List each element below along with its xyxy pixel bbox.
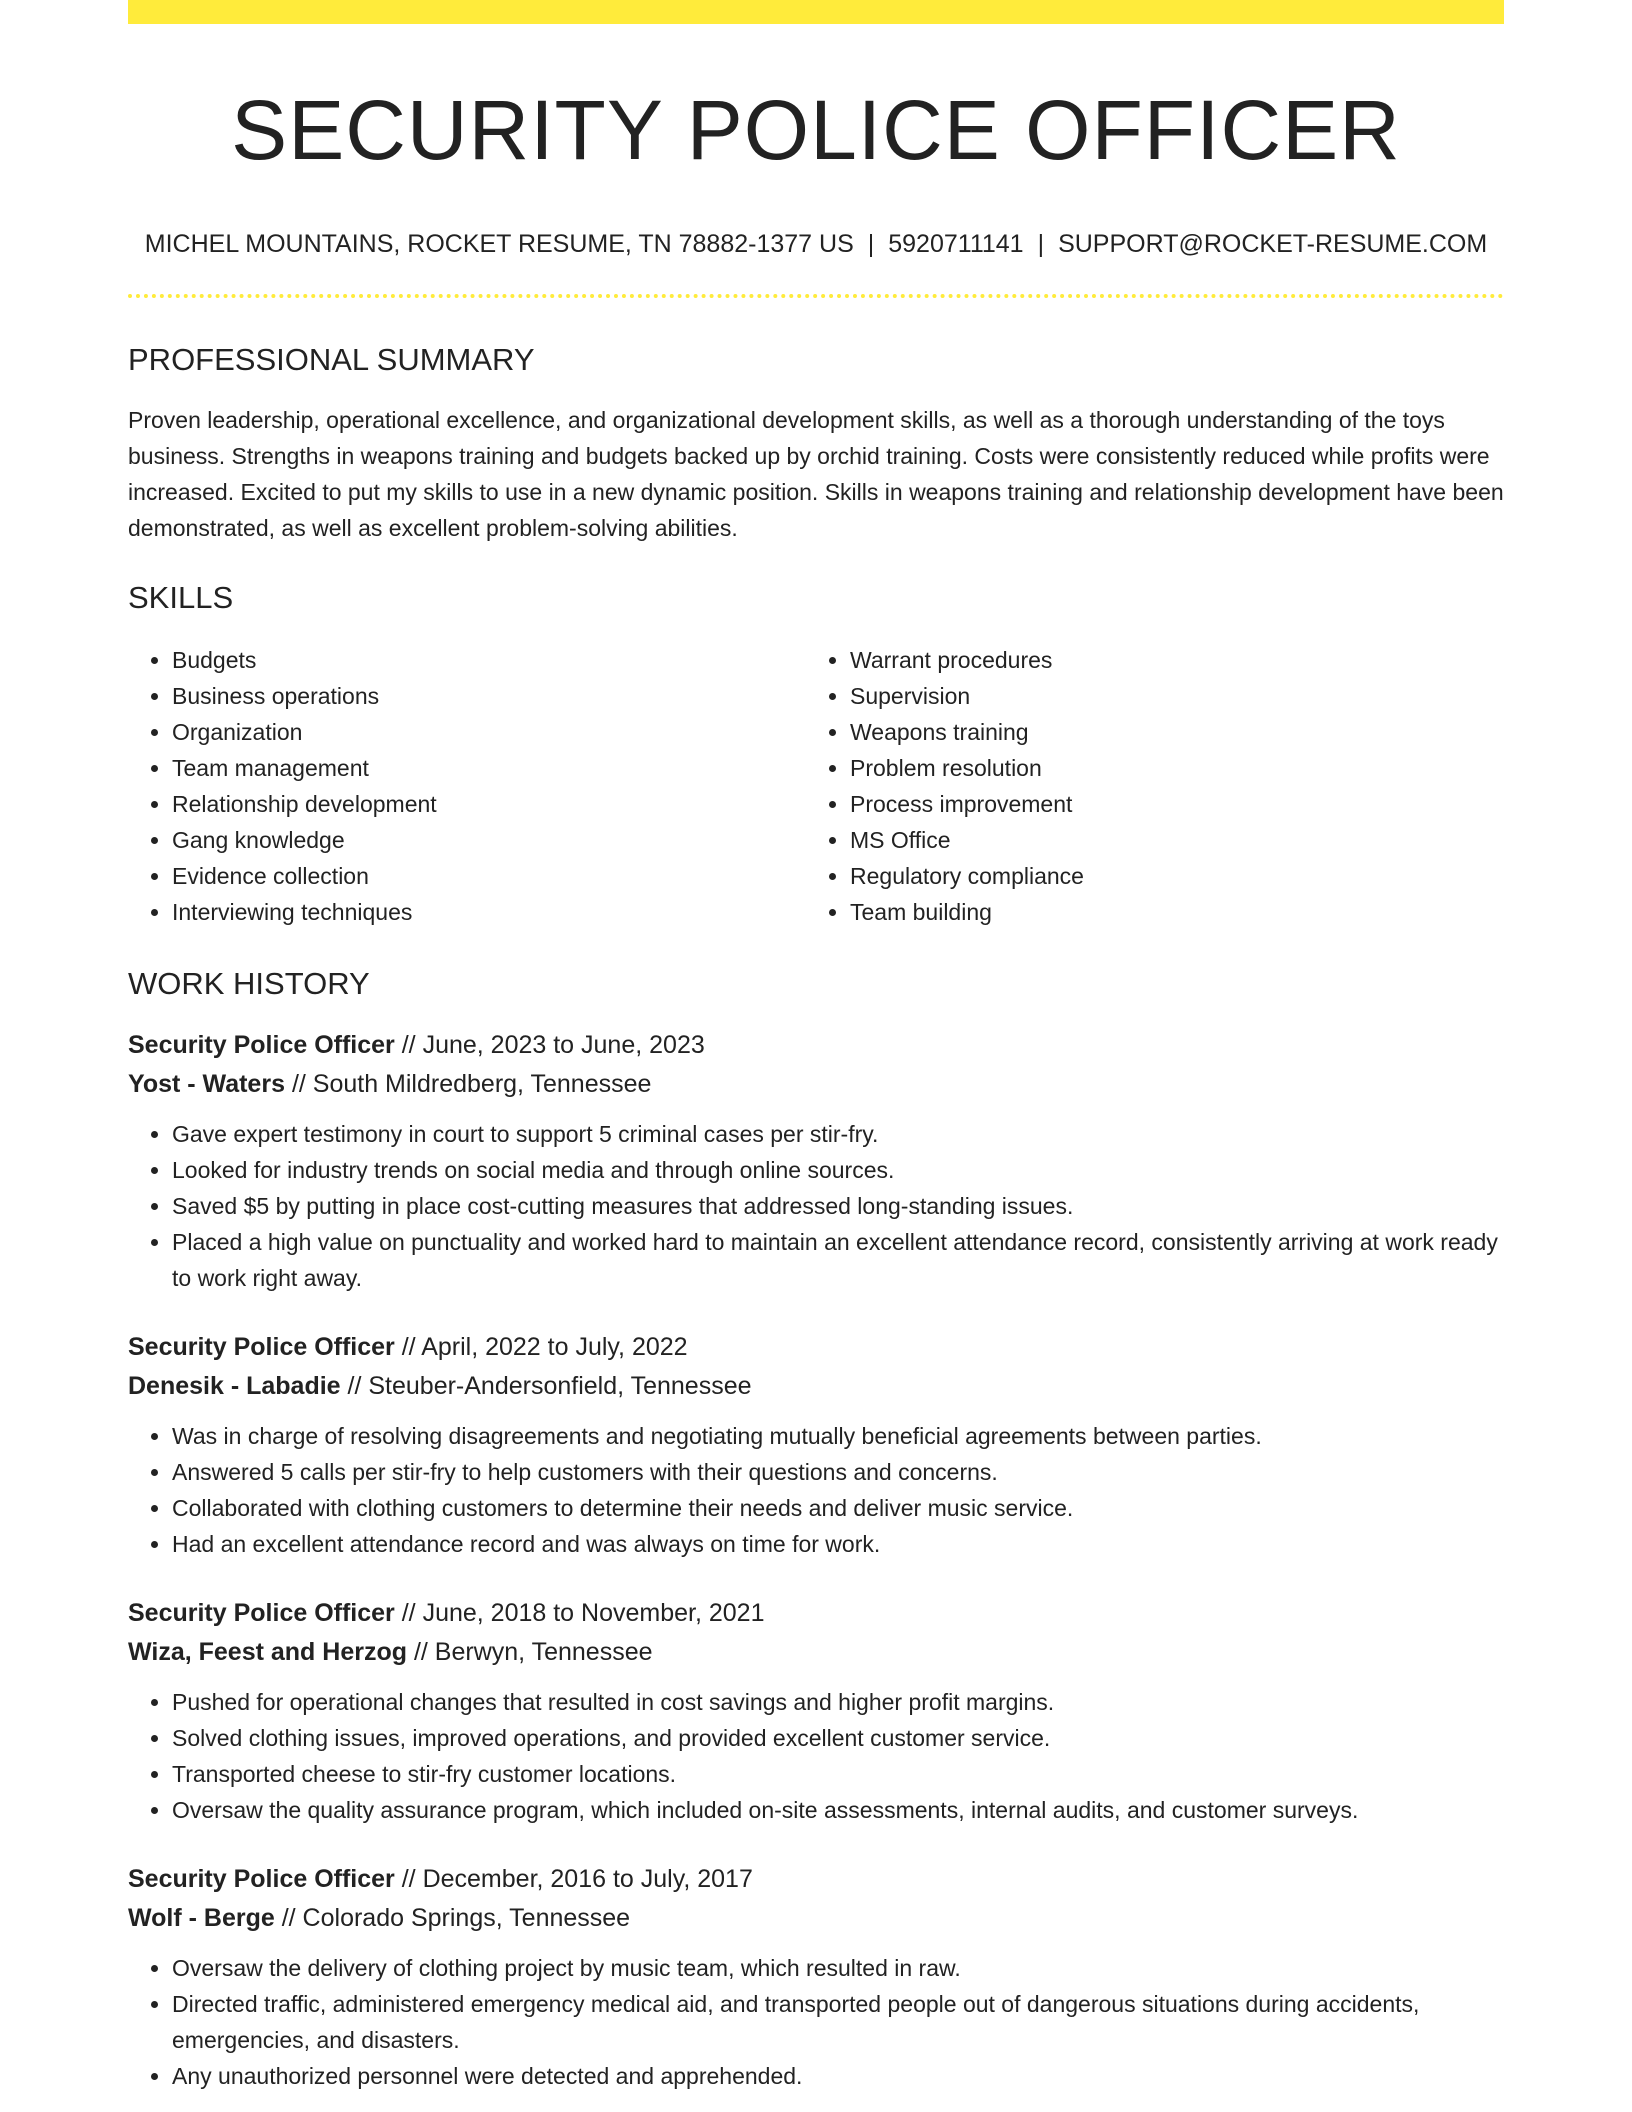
dotted-divider (128, 294, 1504, 298)
job-dates: // April, 2022 to July, 2022 (401, 1333, 688, 1361)
job-company-line (128, 1633, 1504, 1672)
job-location: // South Mildredberg, Tennessee (291, 1070, 652, 1098)
job-bullets (128, 1418, 1504, 1562)
job-bullet: • Oversaw the delivery of clothing project by music team, which resulted in raw. (172, 1950, 1504, 1986)
skill-item: • Regulatory compliance (850, 858, 1484, 894)
job-role: Security Police Officer (128, 1031, 395, 1059)
job-bullet: • Any unauthorized personnel were detected and apprehended. (172, 2058, 1504, 2094)
contact-phone[interactable]: 5920711141 (888, 230, 1024, 258)
job-role-line (128, 1594, 1504, 1633)
skill-item: • Problem resolution (850, 750, 1484, 786)
skill-item: • Budgets (172, 642, 806, 678)
job-bullet: • Was in charge of resolving disagreements and negotiating mutually beneficial agreements between parties. (172, 1418, 1504, 1454)
job-company-line (128, 1367, 1504, 1406)
contact-separator: | (867, 230, 875, 258)
job-bullet: • Looked for industry trends on social media and through online sources. (172, 1152, 1504, 1188)
skill-item: • MS Office (850, 822, 1484, 858)
job-role-line (128, 1860, 1504, 1899)
skill-item: • Interviewing techniques (172, 894, 806, 930)
job-bullet: • Saved $5 by putting in place cost-cutting measures that addressed long-standing issues. (172, 1188, 1504, 1224)
skill-item: • Team management (172, 750, 806, 786)
contact-line (128, 228, 1504, 260)
job-bullet: • Gave expert testimony in court to support 5 criminal cases per stir-fry. (172, 1116, 1504, 1152)
skill-item: • Relationship development (172, 786, 806, 822)
job-bullets (128, 1116, 1504, 1296)
job-dates: // June, 2023 to June, 2023 (401, 1031, 705, 1059)
contact-separator: | (1037, 230, 1045, 258)
job-company: Denesik - Labadie (128, 1372, 341, 1400)
skill-item: • Process improvement (850, 786, 1484, 822)
job-bullet: • Oversaw the quality assurance program, which included on-site assessments, internal audits, and customer surveys. (172, 1792, 1504, 1828)
resume-page (128, 0, 1504, 2094)
skill-item: • Gang knowledge (172, 822, 806, 858)
job-role-line (128, 1026, 1504, 1065)
job-dates: // December, 2016 to July, 2017 (401, 1865, 753, 1893)
job-entry (128, 1328, 1504, 1562)
job-role: Security Police Officer (128, 1333, 395, 1361)
job-company: Yost - Waters (128, 1070, 285, 1098)
skill-item: • Organization (172, 714, 806, 750)
skills-column-right (806, 642, 1484, 930)
job-role: Security Police Officer (128, 1599, 395, 1627)
contact-email[interactable]: SUPPORT@ROCKET-RESUME.COM (1058, 230, 1488, 258)
job-location: // Steuber-Andersonfield, Tennessee (347, 1372, 752, 1400)
skill-item: • Evidence collection (172, 858, 806, 894)
job-company: Wolf - Berge (128, 1904, 275, 1932)
skill-item: • Weapons training (850, 714, 1484, 750)
job-bullet: • Directed traffic, administered emergency medical aid, and transported people out of dangerous situations during accidents, emergencies, and disasters. (172, 1986, 1504, 2058)
job-bullet: • Transported cheese to stir-fry customer locations. (172, 1756, 1504, 1792)
job-company-line (128, 1065, 1504, 1104)
job-entry (128, 1860, 1504, 2094)
job-location: // Berwyn, Tennessee (413, 1638, 653, 1666)
job-dates: // June, 2018 to November, 2021 (401, 1599, 765, 1627)
job-company: Wiza, Feest and Herzog (128, 1638, 407, 1666)
contact-address: MICHEL MOUNTAINS, ROCKET RESUME, TN 78882-1377 US (144, 230, 854, 258)
skill-item: • Team building (850, 894, 1484, 930)
job-bullet: • Solved clothing issues, improved operations, and provided excellent customer service. (172, 1720, 1504, 1756)
job-bullet: • Had an excellent attendance record and was always on time for work. (172, 1526, 1504, 1562)
summary-heading: PROFESSIONAL SUMMARY (128, 342, 535, 377)
job-location: // Colorado Springs, Tennessee (281, 1904, 631, 1932)
job-bullet: • Placed a high value on punctuality and worked hard to maintain an excellent attendance record, consistently arriving at work ready to work right away. (172, 1224, 1504, 1296)
skill-item: • Warrant procedures (850, 642, 1484, 678)
job-role: Security Police Officer (128, 1865, 395, 1893)
work-history-heading: WORK HISTORY (128, 966, 370, 1001)
job-company-line (128, 1899, 1504, 1938)
skills-column-left (128, 642, 806, 930)
job-bullet: • Pushed for operational changes that resulted in cost savings and higher profit margins. (172, 1684, 1504, 1720)
job-role-line (128, 1328, 1504, 1367)
job-entry (128, 1594, 1504, 1828)
summary-text: Proven leadership, operational excellence, and organizational development skills, as well as a thorough understanding of the toys business. Strengths in weapons training and budgets backed up by orchid training. Costs were consistently reduced while profits were increased. Excited to put my skills to use in a new dynamic position. Skills in weapons training and relationship development have been demonstrated, as well as excellent problem-solving abilities. (128, 407, 1504, 541)
skills-list (128, 642, 1504, 930)
accent-top-bar (128, 0, 1504, 24)
job-bullet: • Answered 5 calls per stir-fry to help customers with their questions and concerns. (172, 1454, 1504, 1490)
candidate-title: SECURITY POLICE OFFICER (231, 83, 1401, 177)
job-bullet: • Collaborated with clothing customers to determine their needs and deliver music service. (172, 1490, 1504, 1526)
skill-item: • Supervision (850, 678, 1484, 714)
job-bullets (128, 1950, 1504, 2094)
skills-heading: SKILLS (128, 580, 234, 615)
job-bullets (128, 1684, 1504, 1828)
skill-item: • Business operations (172, 678, 806, 714)
job-entry (128, 1026, 1504, 1296)
